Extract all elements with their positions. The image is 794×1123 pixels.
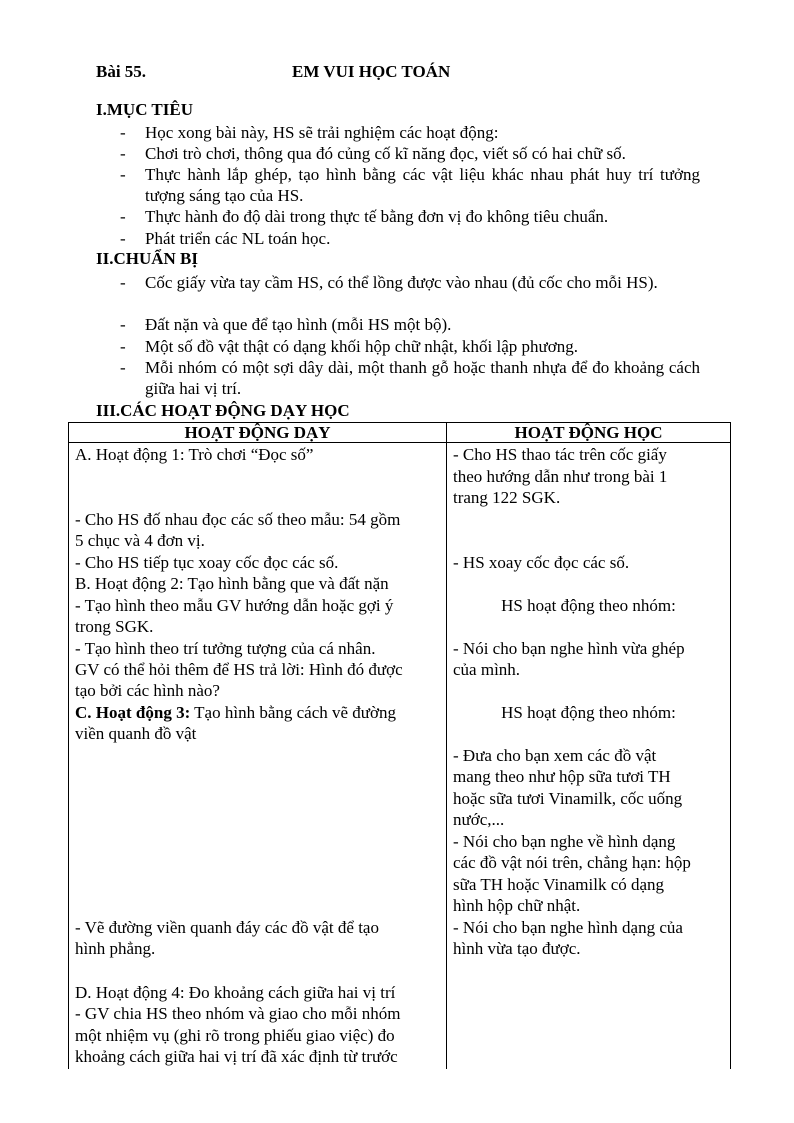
cell-line: các đồ vật nói trên, chẳng hạn: hộp — [453, 853, 691, 872]
cell-line: trong SGK. — [75, 617, 154, 636]
objective-item: - Phát triển các NL toán học. — [120, 229, 331, 248]
cell-line: - GV chia HS theo nhóm và giao cho mỗi nhóm — [75, 1004, 401, 1023]
cell-line: - Cho HS thao tác trên cốc giấy — [453, 445, 667, 464]
table-header-row — [69, 423, 731, 443]
teaching-cell — [69, 443, 447, 1070]
cell-line: - Cho HS tiếp tục xoay cốc đọc các số. — [75, 553, 339, 572]
cell-line: của mình. — [453, 660, 521, 679]
preparation-item: - Một số đồ vật thật có dạng khối hộp chữ nhật, khối lập phương. — [120, 337, 579, 356]
objective-item: - Thực hành lắp ghép, tạo hình bằng các vật liệu khác nhau phát huy trí tưởng tượng sáng tạo của HS. — [120, 165, 700, 205]
cell-line: - HS xoay cốc đọc các số. — [453, 553, 630, 572]
lesson-title: EM VUI HỌC TOÁN — [292, 62, 451, 81]
section-objectives-title: I.MỤC TIÊU — [96, 100, 193, 119]
cell-line: hình vừa tạo được. — [453, 939, 581, 958]
cell-line: trang 122 SGK. — [453, 488, 561, 507]
cell-line: 5 chục và 4 đơn vị. — [75, 531, 205, 550]
cell-line: A. Hoạt động 1: Trò chơi “Đọc số” — [75, 445, 314, 464]
learning-cell — [447, 443, 731, 1070]
cell-line: D. Hoạt động 4: Đo khoảng cách giữa hai vị trí — [75, 983, 396, 1002]
cell-line: mang theo như hộp sữa tươi TH — [453, 767, 671, 786]
cell-line: - Cho HS đố nhau đọc các số theo mẫu: 54 gồm — [75, 510, 401, 529]
objective-item: - Thực hành đo độ dài trong thực tế bằng đơn vị đo không tiêu chuẩn. — [120, 207, 609, 226]
preparation-item: - Đất nặn và que để tạo hình (mỗi HS một bộ). — [120, 315, 452, 334]
cell-line: hình phẳng. — [75, 939, 156, 958]
cell-line: HS hoạt động theo nhóm: — [501, 596, 676, 615]
cell-line: hoặc sữa tươi Vinamilk, cốc uống — [453, 789, 683, 808]
cell-line: GV có thể hỏi thêm để HS trả lời: Hình đó được — [75, 660, 403, 679]
cell-line: - Nói cho bạn nghe về hình dạng — [453, 832, 676, 851]
cell-line: - Tạo hình theo trí tưởng tượng của cá nhân. — [75, 639, 376, 658]
lesson-number: Bài 55. — [96, 62, 147, 81]
cell-line: một nhiệm vụ (ghi rõ trong phiếu giao việc) đo — [75, 1026, 395, 1045]
cell-line: khoảng cách giữa hai vị trí đã xác định từ trước — [75, 1047, 398, 1066]
cell-line: tạo bởi các hình nào? — [75, 681, 220, 700]
cell-line: - Tạo hình theo mẫu GV hướng dẫn hoặc gợi ý — [75, 596, 394, 615]
section-preparation-title: II.CHUẨN BỊ — [96, 249, 199, 268]
cell-line: HS hoạt động theo nhóm: — [501, 703, 676, 722]
cell-line: - Nói cho bạn nghe hình dạng của — [453, 918, 683, 937]
column-header-learning: HOẠT ĐỘNG HỌC — [447, 423, 731, 443]
cell-line: hình hộp chữ nhật. — [453, 896, 581, 915]
cell-line: - Đưa cho bạn xem các đồ vật — [453, 746, 657, 765]
preparation-item: - Cốc giấy vừa tay cầm HS, có thể lồng được vào nhau (đủ cốc cho mỗi HS). — [120, 273, 658, 292]
section-activities-title: III.CÁC HOẠT ĐỘNG DẠY HỌC — [96, 401, 350, 420]
table-row — [69, 443, 731, 1070]
preparation-item: - Mỗi nhóm có một sợi dây dài, một thanh gỗ hoặc thanh nhựa để đo khoảng cách giữa hai vị trí. — [120, 358, 700, 398]
cell-line: sữa TH hoặc Vinamilk có dạng — [453, 875, 665, 894]
activities-table — [68, 422, 731, 1069]
cell-line: viền quanh đồ vật — [75, 724, 197, 743]
cell-line: theo hướng dẫn như trong bài 1 — [453, 467, 668, 486]
cell-line: - Nói cho bạn nghe hình vừa ghép — [453, 639, 685, 658]
cell-line: - Vẽ đường viền quanh đáy các đồ vật để tạo — [75, 918, 379, 937]
cell-line: nước,... — [453, 810, 505, 829]
objective-item: - Chơi trò chơi, thông qua đó củng cố kĩ năng đọc, viết số có hai chữ số. — [120, 144, 626, 163]
cell-line: C. Hoạt động 3: Tạo hình bằng cách vẽ đường — [75, 703, 397, 722]
objective-item: - Học xong bài này, HS sẽ trải nghiệm các hoạt động: — [120, 123, 499, 142]
cell-line: B. Hoạt động 2: Tạo hình bằng que và đất nặn — [75, 574, 389, 593]
column-header-teaching: HOẠT ĐỘNG DẠY — [69, 423, 447, 443]
